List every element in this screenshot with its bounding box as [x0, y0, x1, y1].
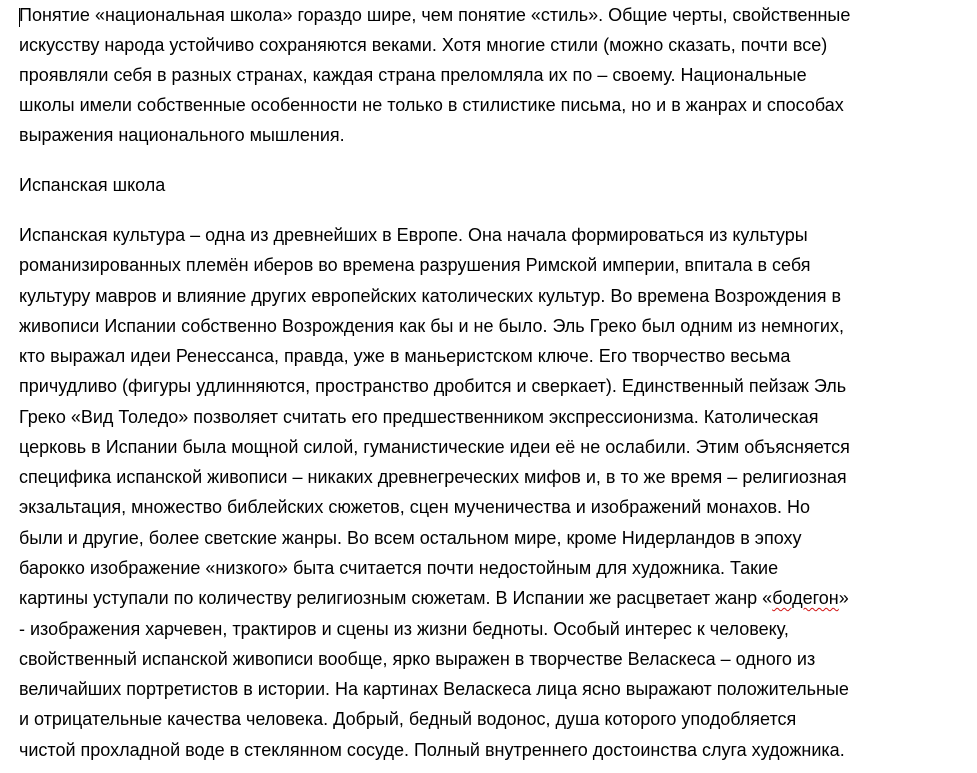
paragraph-line: и отрицательные качества человека. Добрый, бедный водонос, душа которого уподобляется — [19, 709, 797, 729]
paragraph-line — [19, 583, 849, 613]
paragraph-line: живописи Испании собственно Возрождения как бы и не было. Эль Греко был одним из немногих, — [19, 316, 844, 336]
paragraph-line: Понятие «национальная школа» гораздо шире, чем понятие «стиль». Общие черты, свойственные — [19, 5, 851, 25]
paragraph-line: кто выражал идеи Ренессанса, правда, уже в маньеристском ключе. Его творчество весьма — [19, 346, 791, 366]
paragraph-line: выражения национального мышления. — [19, 125, 345, 145]
paragraph-line: барокко изображение «низкого» быта считается почти недостойным для художника. Такие — [19, 558, 779, 578]
paragraph-line: Испанская культура – одна из древнейших в Европе. Она начала формироваться из культуры — [19, 225, 808, 245]
paragraph-text: » — [838, 588, 849, 608]
paragraph-line: романизированных племён иберов во времена разрушения Римской империи, впитала в себя — [19, 255, 811, 275]
paragraph-line: церковь в Испании была мощной силой, гуманистические идеи её не ослабили. Этим объясняется — [19, 437, 850, 457]
paragraph-line: искусству народа устойчиво сохраняются веками. Хотя многие стили (можно сказать, почти все) — [19, 35, 828, 55]
paragraph-line: проявляли себя в разных странах, каждая страна преломляла их по – своему. Национальные — [19, 65, 807, 85]
spellcheck-flagged-word[interactable]: бодегон — [772, 588, 839, 608]
paragraph-line: - изображения харчевен, трактиров и сцены из жизни бедноты. Особый интерес к человеку, — [19, 619, 789, 639]
paragraph-line: причудливо (фигуры удлинняются, пространство дробится и сверкает). Единственный пейзаж Эль — [19, 376, 847, 396]
paragraph-text: картины уступали по количеству религиозным сюжетам. В Испании же расцветает жанр « — [19, 588, 773, 608]
paragraph-line: специфика испанской живописи – никаких древнегреческих мифов и, в то же время – религиозная — [19, 467, 847, 487]
paragraph-line: свойственный испанской живописи вообще, ярко выражен в творчестве Веласкеса – одного из — [19, 649, 816, 669]
paragraph-line: чистой прохладной воде в стеклянном сосуде. Полный внутреннего достоинства слуга художника. — [19, 740, 845, 760]
paragraph-line: культуру мавров и влияние других европейских католических культур. Во времена Возрождения в — [19, 286, 842, 306]
paragraph-line: величайших портретистов в истории. На картинах Веласкеса лица ясно выражают положительные — [19, 679, 849, 699]
paragraph-line: экзальтация, множество библейских сюжетов, сцен мученичества и изображений монахов. Но — [19, 497, 811, 517]
section-heading: Испанская школа — [19, 175, 166, 195]
paragraph-line: были и другие, более светские жанры. Во всем остальном мире, кроме Нидерландов в эпоху — [19, 528, 802, 548]
paragraph-line: школы имели собственные особенности не только в стилистике письма, но и в жанрах и способах — [19, 95, 844, 115]
paragraph-line: Греко «Вид Толедо» позволяет считать его предшественником экспрессионизма. Католическая — [19, 407, 819, 427]
